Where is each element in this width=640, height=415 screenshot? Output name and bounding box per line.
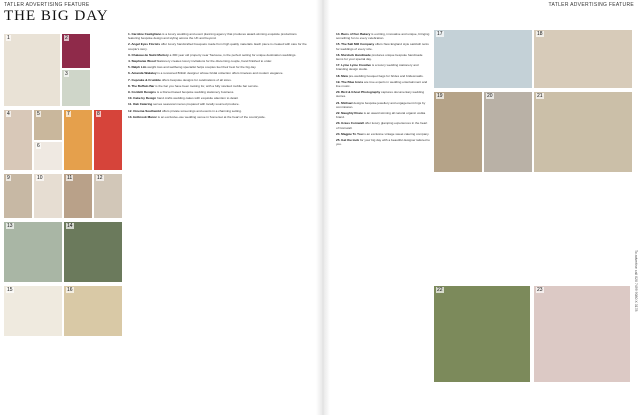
venue-photo <box>62 70 90 106</box>
entry-body: pre-wedding bouquet bags for brides and bridesmaids. <box>348 73 424 78</box>
entry <box>128 78 308 82</box>
entry <box>128 65 308 69</box>
entry <box>336 32 430 40</box>
entry-title: 22. Naughty Rosie <box>336 111 364 116</box>
entry <box>336 74 430 78</box>
entry-title: 19. The Blue Icons <box>336 79 365 84</box>
section-label-right: TATLER ADVERTISING FEATURE <box>548 2 634 8</box>
entry-title: 10. Cake by Design <box>128 96 158 101</box>
photo-number: 17 <box>437 31 443 37</box>
cake-photo <box>34 174 62 218</box>
photo-number: 9 <box>7 175 10 181</box>
section-label-left: TATLER ADVERTISING FEATURE <box>4 2 90 8</box>
bride-portrait-photo <box>4 34 60 106</box>
photo-number: 21 <box>537 93 543 99</box>
entry <box>336 63 430 71</box>
entry-title: 5. Ralph Lim <box>128 65 148 70</box>
entry-title: 20. Bird & Ghost Photography <box>336 90 382 95</box>
photo-number: 22 <box>437 287 443 293</box>
entry-body: offer luxury handcrafted bouquets made from high quality materials. Each piece is created with care for the couple's story. <box>128 42 307 51</box>
entry <box>128 84 308 88</box>
entry-body: is an award winning all natural organic vodka brand. <box>336 111 426 120</box>
entry-body: Stationery creates luxury invitations for the discerning couple, hand finished to order. <box>156 59 273 64</box>
entry-title: 17. Lyme Lyme Creative <box>336 63 372 68</box>
entry-body: serves seasonal menus prepared with locally sourced produce. <box>153 102 240 107</box>
entry-body: captures documentary wedding stories. <box>336 90 425 99</box>
bar-photo <box>434 92 482 172</box>
entry-body: offers bespoke designs for celebrations of all sizes. <box>161 77 232 82</box>
entry-body: is a luxury wedding stationery and branding design studio. <box>336 63 419 72</box>
entry-title: 14. Buns of Fun Bakery <box>336 32 372 36</box>
page-gutter <box>316 0 330 415</box>
entry <box>336 101 430 109</box>
entry-body: is an exclusive-use wedding venue in Somerset at the heart of the countryside. <box>157 114 266 119</box>
photo-number: 23 <box>537 287 543 293</box>
entry <box>128 71 308 75</box>
manor-photo <box>64 222 122 282</box>
ring-photo <box>534 286 630 382</box>
orange-dress-photo <box>94 110 122 170</box>
entry-body: weight loss and wellbeing specialist helps couples feel their best for the big day. <box>147 65 257 70</box>
entry <box>128 115 308 119</box>
entry-title: 7. Cupcake & Crumble <box>128 77 162 82</box>
entry <box>336 132 430 136</box>
florals-photo <box>64 110 92 170</box>
entry <box>336 138 430 146</box>
photo-number: 12 <box>97 175 103 181</box>
entry-title: 9. Confetti Designs <box>128 90 157 95</box>
entry-body: for your big day with a beautiful designer tailored to you. <box>336 138 430 147</box>
entry <box>128 109 308 113</box>
entry-title: 15. The Salt Mill Company <box>336 42 376 47</box>
bouquet-photo <box>62 34 90 68</box>
entry-title: 8. The Buffalo Bar <box>128 83 156 88</box>
photo-number: 18 <box>537 31 543 37</box>
decor-photo <box>534 92 632 172</box>
left-text-column <box>128 32 308 404</box>
entry-title: 13. Holbrook Manor <box>128 114 158 119</box>
photo-number: 4 <box>7 111 10 117</box>
photo-number: 2 <box>65 35 68 41</box>
entry <box>128 96 308 100</box>
entry <box>128 53 308 57</box>
entry-body: is the bar you have been looking for, with a fully stocked mobile bar service. <box>155 83 259 88</box>
estate-photo <box>434 286 530 382</box>
page-title: THE BIG DAY <box>4 8 109 24</box>
entry <box>128 32 308 40</box>
entry-title: 16. Murdock Handmade <box>336 52 372 57</box>
marquee-photo <box>434 30 532 88</box>
photo-number: 5 <box>37 111 40 117</box>
photo-number: 16 <box>67 287 73 293</box>
jewellery-photo <box>64 286 122 336</box>
wedding-dress-photo <box>34 142 62 170</box>
entry-body: are true experts in wedding entertainment and live music. <box>336 79 428 89</box>
table-setting-photo <box>4 286 62 336</box>
entry-body: is a renowned British designer whose bridal collection offers timeless and modern elegance. <box>157 71 284 76</box>
entry-title: 1. Caroline Castigliano <box>128 32 163 36</box>
right-page <box>336 26 632 407</box>
entry <box>336 80 430 88</box>
entry <box>336 53 430 61</box>
entry-title: 21. Michael <box>336 100 354 105</box>
photo-number: 8 <box>97 111 100 117</box>
entry-body: produces unique bespoke handmade items for your special day. <box>336 52 423 62</box>
entry <box>128 42 308 50</box>
stationery-photo <box>4 110 32 170</box>
photo-number: 10 <box>37 175 43 181</box>
entry <box>128 102 308 106</box>
entry-title: 11. Oak Catering <box>128 102 154 107</box>
right-text-column <box>336 32 430 404</box>
entry-body: is an exclusive vintage sweet catering company. <box>363 131 430 136</box>
entry-title: 25. Get the look <box>336 138 360 143</box>
reception-photo <box>534 30 632 88</box>
photo-number: 7 <box>67 111 70 117</box>
entry-body: is exciting, innovative and unique, bringing something fun to every celebration. <box>336 32 430 41</box>
advertise-note: To advertise call 020 7499 9080 X 3178 <box>634 250 638 312</box>
entry <box>128 59 308 63</box>
photo-number: 15 <box>7 287 13 293</box>
entry-title: 2. Angel Eyes Florists <box>128 42 161 47</box>
left-page <box>4 26 308 407</box>
entry <box>336 111 430 119</box>
entry-body: offers private screenings and events in a charming setting. <box>161 108 242 113</box>
photo-number: 3 <box>65 71 68 77</box>
entry-title: 12. Cinema Southwold <box>128 108 162 113</box>
entry-title: 4. Stephanie Wood <box>128 59 157 64</box>
photo-number: 19 <box>437 93 443 99</box>
entry-body: designs bespoke jewellery and engagement rings by commission. <box>336 100 426 109</box>
entry <box>336 90 430 98</box>
catering-truck-photo <box>64 174 92 218</box>
photo-number: 6 <box>37 143 40 149</box>
entry-title: 24. Magpie To You <box>336 131 364 136</box>
rings-photo <box>34 110 62 140</box>
photo-number: 11 <box>67 175 73 181</box>
entry <box>336 121 430 129</box>
entry-body: hand crafts wedding cakes with exquisite attention to detail. <box>157 96 239 101</box>
entry-body: offer luxury glamping experiences in the heart of Cornwall. <box>336 121 428 130</box>
entry-body: offers New England style sailcloth tents for weddings of every size. <box>336 42 429 51</box>
entry-body: is a Dorset based bespoke wedding stationery business. <box>156 90 235 95</box>
entry-body: is a luxury wedding and event planning agency that produces award-winning exquisite productions featuring bespoke design and styling across the UK and beyond. <box>128 32 297 41</box>
entry-title: 18. Mew <box>336 73 349 78</box>
entry-title: 6. Amanda Wakeley <box>128 71 158 76</box>
photo-number: 20 <box>487 93 493 99</box>
photo-number: 14 <box>67 223 73 229</box>
couple-photo <box>4 174 32 218</box>
entry-body: a 300 year old property near Toulouse, is the perfect setting for unique destination weddings. <box>169 52 297 57</box>
entry-title: 23. Grass Cornwall <box>336 121 365 126</box>
photo-number: 13 <box>7 223 13 229</box>
entry <box>336 42 430 50</box>
interior-photo <box>484 92 532 172</box>
entry <box>128 90 308 94</box>
tent-photo <box>4 222 62 282</box>
entry-title: 3. Chateau de Saint Martory <box>128 52 170 57</box>
cinema-photo <box>94 174 122 218</box>
photo-number: 1 <box>7 35 10 41</box>
